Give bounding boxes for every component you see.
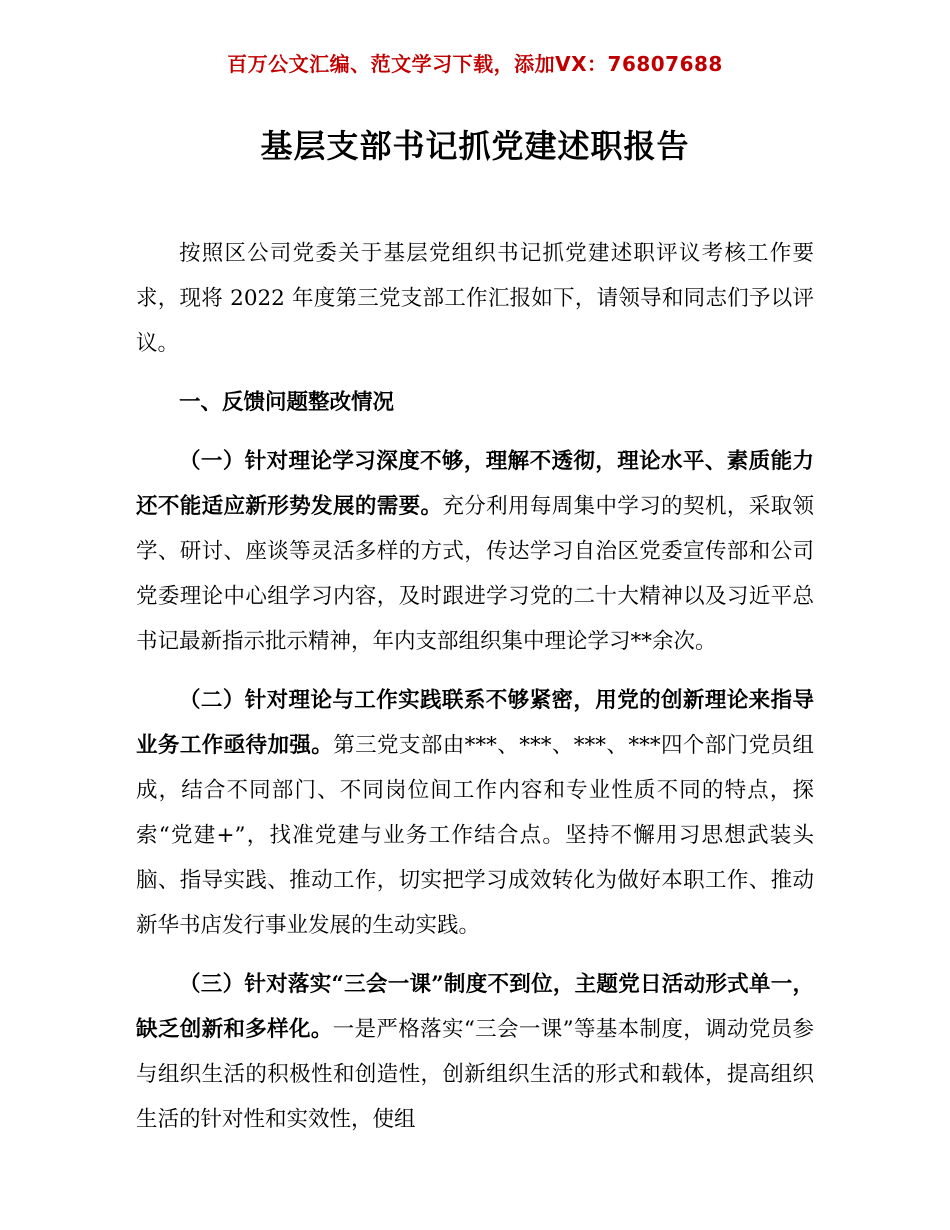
item-1-body: 充分利用每周集中学习的契机，采取领学、研讨、座谈等灵活多样的方式，传达学习自治区党委宣传部和公司党委理论中心组学习内容，及时跟进学习党的二十大精神以及习近平总书记最新指示批示精神，年内支部组织集中理论学习**余次。 — [136, 494, 814, 654]
item-2-body: 第三党支部由***、***、***、***四个部门党员组成，结合不同部门、不同岗位间工作内容和专业性质不同的特点，探索“党建+”，找准党建与业务工作结合点。坚持不懈用习思想武装头脑、指导实践、推动工作，切实把学习成效转化为做好本职工作、推动新华书店发行事业发展的生动实践。 — [136, 733, 814, 938]
item-3-body: 一是严格落实“三会一课”等基本制度，调动党员参与组织生活的积极性和创造性，创新组织生活的形式和载体，提高组织生活的针对性和实效性，使组 — [136, 1017, 814, 1132]
item-paragraph-2 — [136, 678, 814, 948]
document-body — [136, 231, 814, 1142]
intro-paragraph — [136, 231, 814, 366]
watermark-text: 百万公文汇编、范文学习下载，添加VX：76807688 — [227, 52, 723, 76]
item-1-lead: （一）针对理论学习深度不够，理解不透彻，理论水平、素质能力还不能适应新形势发展的需要。 — [136, 449, 814, 519]
intro-text: 按照区公司党委关于基层党组织书记抓党建述职评议考核工作要求，现将 2022 年度第三党支部工作汇报如下，请领导和同志们予以评议。 — [136, 241, 814, 356]
item-paragraph-1 — [136, 439, 814, 664]
section-heading-1 — [136, 380, 814, 425]
section-heading-1-text: 一、反馈问题整改情况 — [179, 390, 395, 415]
item-2-lead: （二）针对理论与工作实践联系不够紧密，用党的创新理论来指导业务工作亟待加强。 — [136, 688, 814, 758]
item-3-lead: （三）针对落实“三会一课”制度不到位，主题党日活动形式单一，缺乏创新和多样化。 — [136, 972, 814, 1042]
item-paragraph-3 — [136, 962, 814, 1142]
page-title: 基层支部书记抓党建述职报告 — [260, 127, 690, 165]
